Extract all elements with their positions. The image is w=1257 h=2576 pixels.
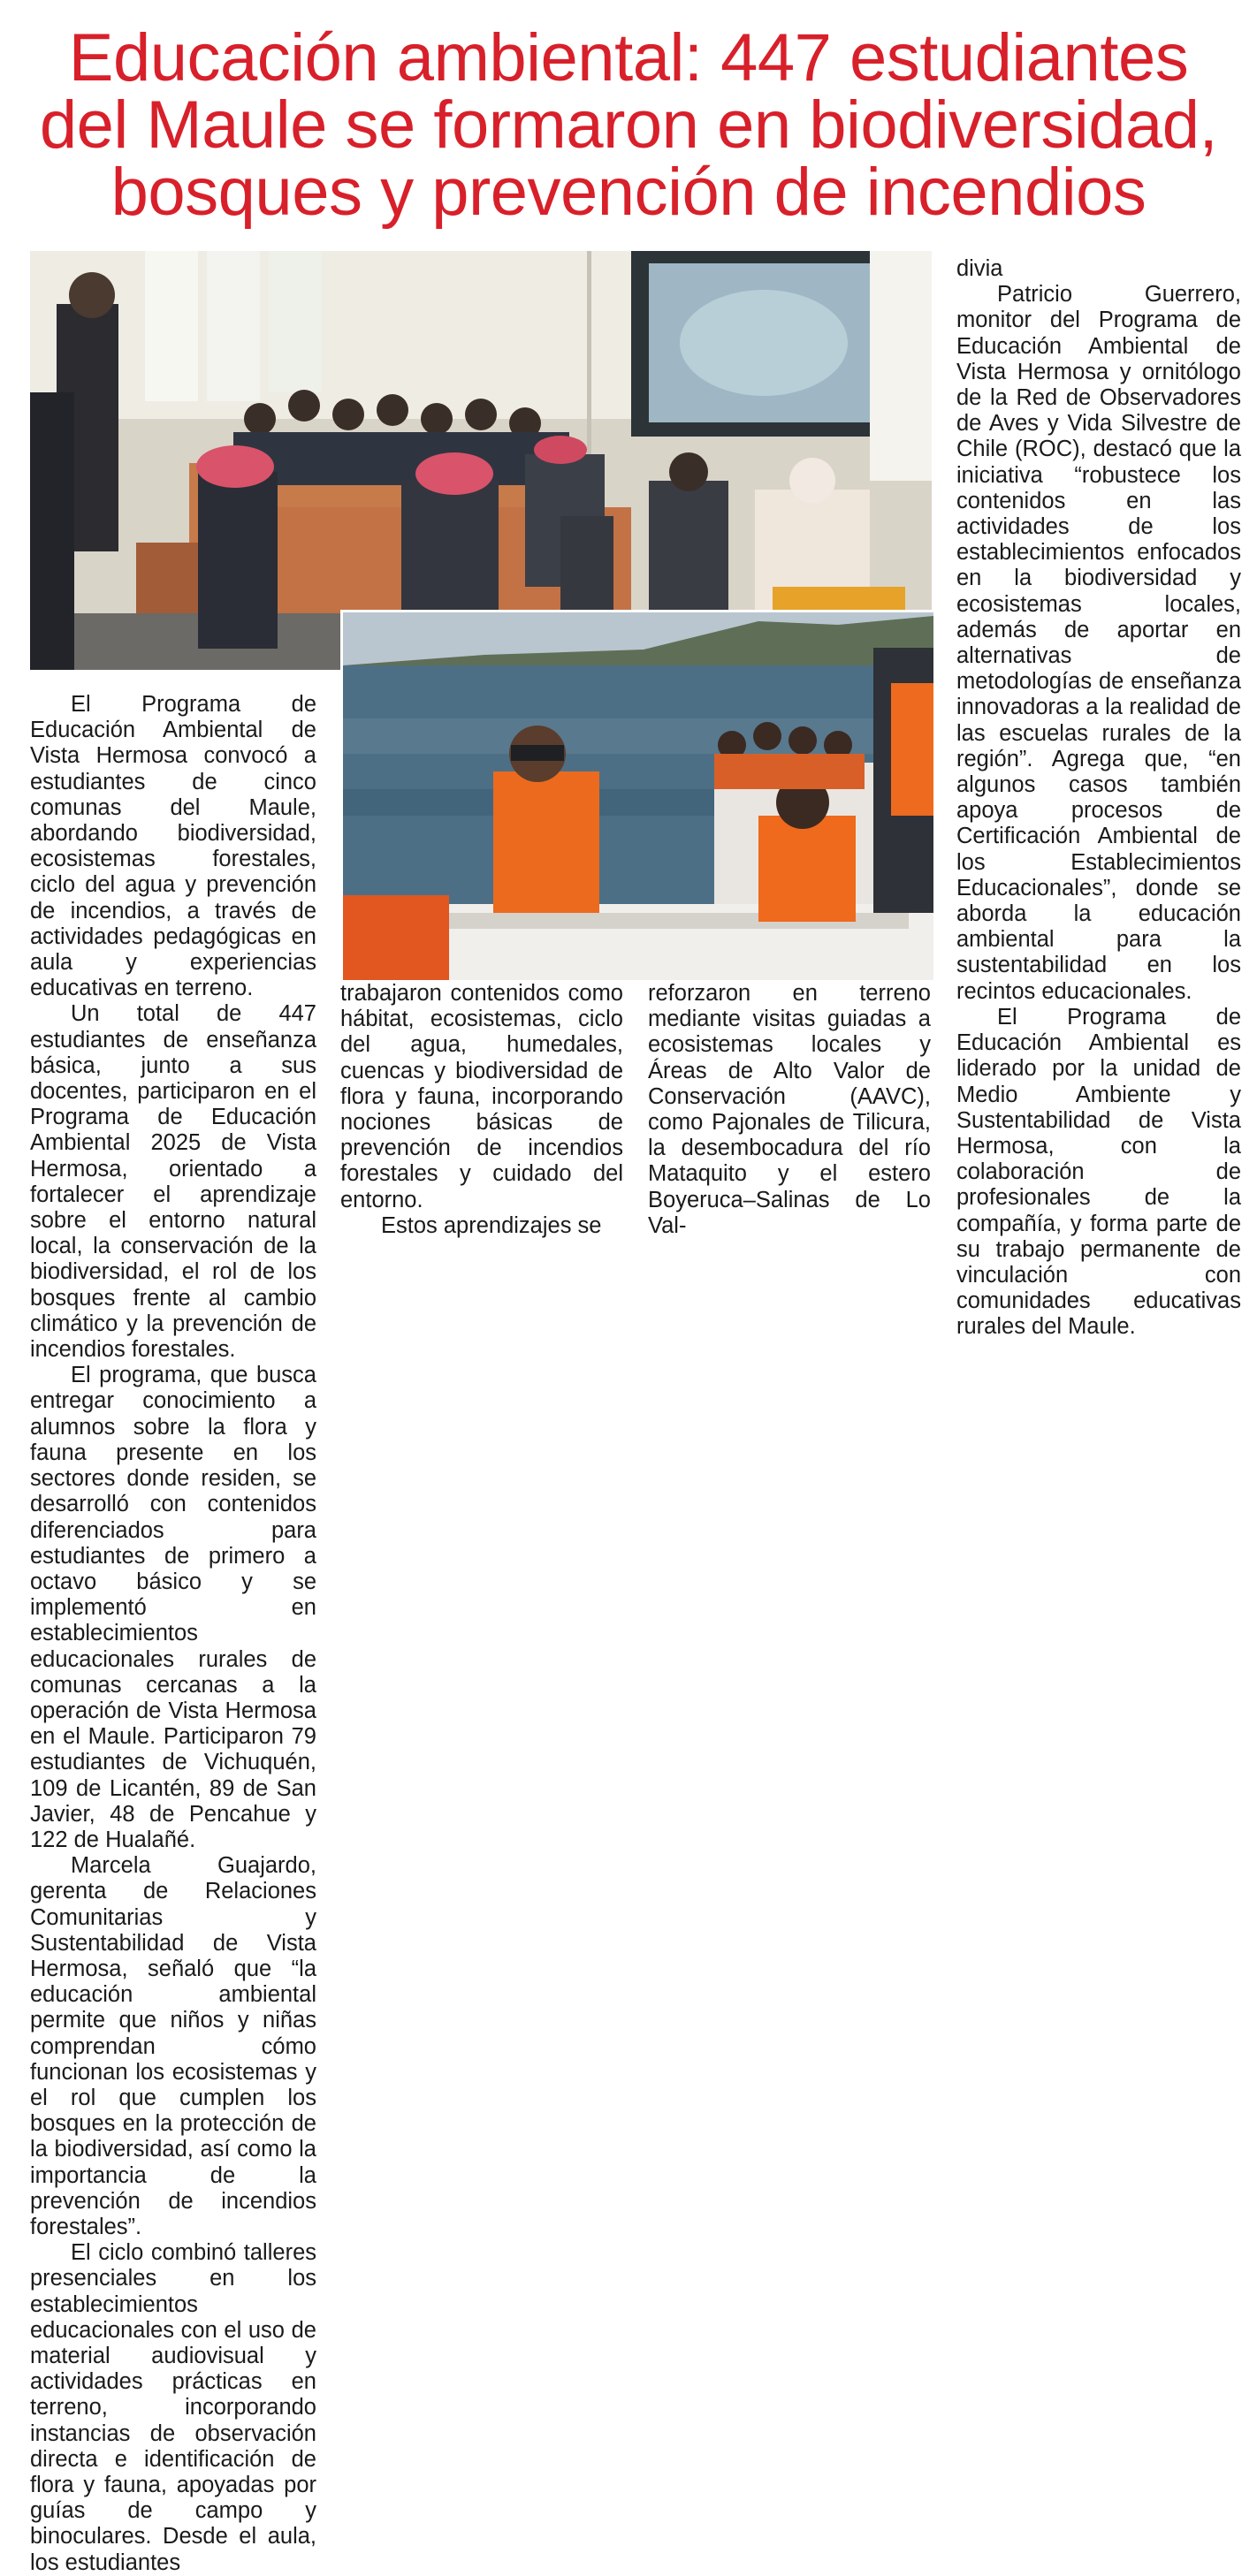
paragraph: reforzaron en terreno mediante visitas guiadas a ecosistemas locales y Áreas de Alto Valor de Conservación (AAVC), como Pajonales de Tilicura, la desembocadura del río Mataquito y el estero Boyeruca–Salinas de Lo Val- (648, 981, 931, 1238)
boat-photo (340, 610, 933, 980)
headline-line: Educación ambiental: 447 estudiantes (68, 20, 1189, 95)
column-2 (340, 981, 623, 1239)
column-4 (956, 256, 1241, 1341)
paragraph: El Programa de Educación Ambiental es liderado por la unidad de Medio Ambiente y Sustentabilidad de Vista Hermosa, con la colaboración de profesionales de la compañía, y forma parte de su trabajo permanente de vinculación con comunidades educativas rurales del Maule. (956, 1004, 1241, 1340)
paragraph: El programa, que busca entregar conocimiento a alumnos sobre la flora y fauna presente en los sectores donde residen, se desarrolló con contenidos diferenciados para estudiantes de primero a octavo básico y se implementó en establecimientos educacionales rurales de comunas cercanas a la operación de Vista Hermosa en el Maule. Participaron 79 estudiantes de Vichuquén, 109 de Licantén, 89 de San Javier, 48 de Pencahue y 122 de Hualañé. (30, 1363, 316, 1852)
paragraph: trabajaron contenidos como hábitat, ecosistemas, ciclo del agua, humedales, cuencas y biodiversidad de flora y fauna, incorporando nociones básicas de prevención de incendios forestales y cuidado del entorno. (340, 981, 623, 1212)
headline-line: bosques y prevención de incendios (110, 155, 1147, 230)
classroom-photo (30, 251, 932, 670)
paragraph: divia (956, 256, 1003, 281)
headline (27, 20, 1230, 230)
paragraph: Marcela Guajardo, gerenta de Relaciones Comunitarias y Sustentabilidad de Vista Hermosa, señaló que “la educación ambiental permite que niños y niñas comprendan cómo funcionan los ecosistemas y el rol que cumplen los bosques en la protección de la biodiversidad, así como la importancia de la prevención de incendios forestales”. (30, 1853, 316, 2239)
paragraph: El ciclo combinó talleres presenciales en los establecimientos educacionales con el uso de material audiovisual y actividades prácticas en terreno, incorporando instancias de observación directa e identificación de flora y fauna, apoyadas por guías de campo y binoculares. Desde el aula, los estudiantes (30, 2240, 316, 2575)
paragraph: Patricio Guerrero, monitor del Programa de Educación Ambiental de Vista Hermosa y ornitólogo de la Red de Observadores de Aves y Vida Silvestre de Chile (ROC), destacó que la iniciativa “robustece los contenidos en las actividades de los establecimientos enfocados en la biodiversidad y ecosistemas locales, además de aportar en alternativas de metodologías de enseñanza innovadoras a la realidad de las escuelas rurales de la región”. Agrega que, “en algunos casos también apoya procesos de Certificación Ambiental de los Establecimientos Educacionales”, donde se aborda la educación ambiental para la sustentabilidad en los recintos educacionales. (956, 282, 1241, 1004)
paragraph: El Programa de Educación Ambiental de Vista Hermosa convocó a estudiantes de cinco comunas del Maule, abordando biodiversidad, ecosistemas forestales, ciclo del agua y prevención de incendios, a través de actividades pedagógicas en aula y experiencias educativas en terreno. (30, 692, 316, 1001)
column-1 (30, 692, 316, 2576)
paragraph: Un total de 447 estudiantes de enseñanza básica, junto a sus docentes, participaron en el Programa de Educación Ambiental 2025 de Vista Hermosa, orientado a fortalecer el aprendizaje sobre el entorno natural local, la conservación de la biodiversidad, el rol de los bosques frente al cambio climático y la prevención de incendios forestales. (30, 1001, 316, 1363)
paragraph: Estos aprendizajes se (381, 1212, 602, 1238)
column-3 (648, 981, 931, 1239)
headline-line: del Maule se formaron en biodiversidad, (39, 87, 1218, 163)
